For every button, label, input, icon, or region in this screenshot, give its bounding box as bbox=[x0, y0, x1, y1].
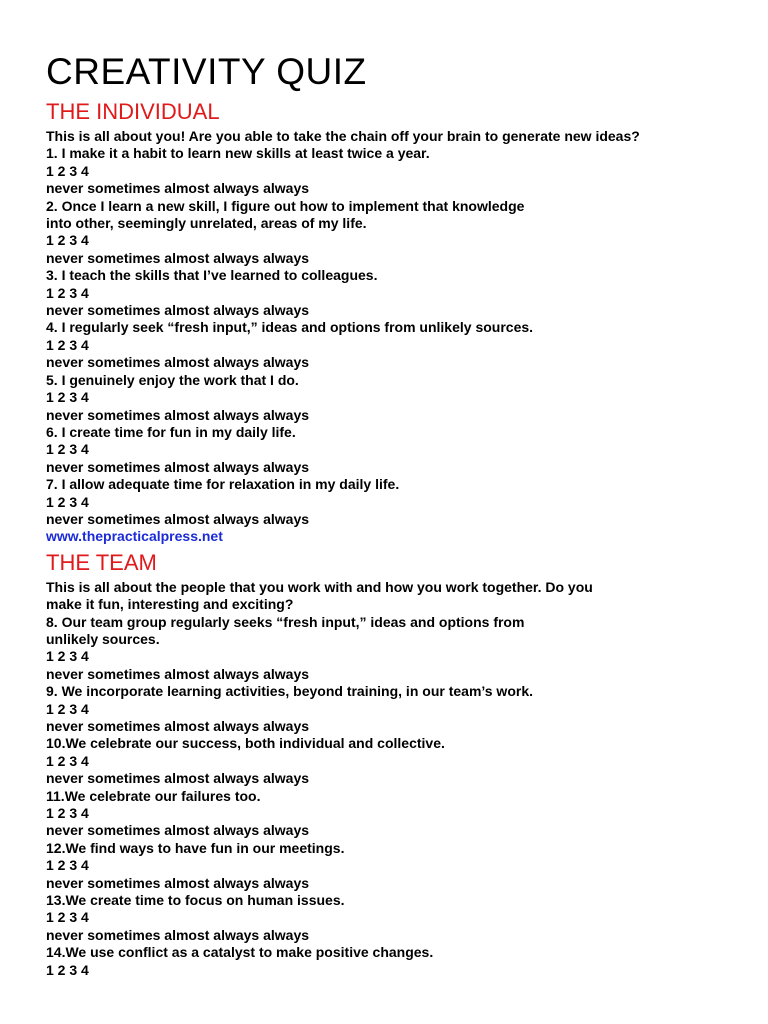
text-line: never sometimes almost always always bbox=[46, 822, 310, 839]
text-line: 1 2 3 4 bbox=[46, 961, 89, 978]
text-line: 1 2 3 4 bbox=[46, 700, 89, 717]
text-line: unlikely sources. bbox=[46, 630, 160, 647]
text-line: 7. I allow adequate time for relaxation in my daily life. bbox=[46, 476, 400, 493]
document-title: CREATIVITY QUIZ bbox=[46, 51, 367, 92]
text-line: never sometimes almost always always bbox=[46, 718, 310, 734]
text-line: into other, seemingly unrelated, areas of my life. bbox=[46, 215, 367, 232]
text-line: 2. Once I learn a new skill, I figure out how to implement that knowledge bbox=[46, 197, 525, 214]
text-line: 1 2 3 4 bbox=[46, 752, 89, 769]
text-line: never sometimes almost always always bbox=[46, 665, 310, 682]
text-line: never sometimes almost always always bbox=[46, 926, 310, 943]
text-line: never sometimes almost always always bbox=[46, 458, 310, 475]
text-line: 8. Our team group regularly seeks “fresh input,” ideas and options from bbox=[46, 613, 525, 630]
text-line: 11.We celebrate our failures too. bbox=[46, 787, 261, 804]
text-line: 3. I teach the skills that I’ve learned to colleagues. bbox=[46, 267, 378, 284]
text-line: 5. I genuinely enjoy the work that I do. bbox=[46, 371, 299, 388]
text-line: 1 2 3 4 bbox=[46, 336, 89, 353]
text-line: never sometimes almost always always bbox=[46, 874, 310, 891]
text-line: 9. We incorporate learning activities, beyond training, in our team’s work. bbox=[46, 683, 533, 700]
text-line: never sometimes almost always always bbox=[46, 406, 310, 423]
text-line: 1 2 3 4 bbox=[46, 284, 89, 301]
text-line: never sometimes almost always always bbox=[46, 302, 310, 319]
text-line: 10.We celebrate our success, both individual and collective. bbox=[46, 735, 445, 752]
text-line: never sometimes almost always always bbox=[46, 510, 310, 527]
text-line: 6. I create time for fun in my daily life. bbox=[46, 423, 296, 440]
team-section-body bbox=[46, 579, 768, 979]
text-line: 12.We find ways to have fun in our meetings. bbox=[46, 839, 345, 856]
text-line: 1 2 3 4 bbox=[46, 162, 89, 179]
text-line: 1 2 3 4 bbox=[46, 441, 89, 458]
section-heading-individual: THE INDIVIDUAL bbox=[46, 99, 220, 124]
text-line: This is all about the people that you work with and how you work together. Do you bbox=[46, 578, 593, 595]
text-line: never sometimes almost always always bbox=[46, 354, 310, 371]
text-line: This is all about you! Are you able to take the chain off your brain to generate new ideas? bbox=[46, 128, 640, 144]
text-line: 1 2 3 4 bbox=[46, 909, 89, 926]
individual-section-body bbox=[46, 128, 768, 528]
text-line: 1. I make it a habit to learn new skills at least twice a year. bbox=[46, 145, 430, 162]
text-line: 1 2 3 4 bbox=[46, 493, 89, 510]
text-line: never sometimes almost always always bbox=[46, 770, 310, 787]
text-line: never sometimes almost always always bbox=[46, 180, 310, 197]
text-line: 13.We create time to focus on human issues. bbox=[46, 892, 345, 909]
text-line: 4. I regularly seek “fresh input,” ideas and options from unlikely sources. bbox=[46, 319, 534, 336]
website-link[interactable]: www.thepracticalpress.net bbox=[46, 528, 223, 545]
section-heading-team: THE TEAM bbox=[46, 549, 157, 575]
text-line: 1 2 3 4 bbox=[46, 805, 89, 822]
text-line: 14.We use conflict as a catalyst to make positive changes. bbox=[46, 944, 434, 961]
text-line: 1 2 3 4 bbox=[46, 648, 89, 665]
text-line: make it fun, interesting and exciting? bbox=[46, 596, 294, 613]
text-line: 1 2 3 4 bbox=[46, 857, 89, 874]
text-line: never sometimes almost always always bbox=[46, 249, 310, 266]
text-line: 1 2 3 4 bbox=[46, 389, 89, 406]
text-line: 1 2 3 4 bbox=[46, 232, 89, 249]
